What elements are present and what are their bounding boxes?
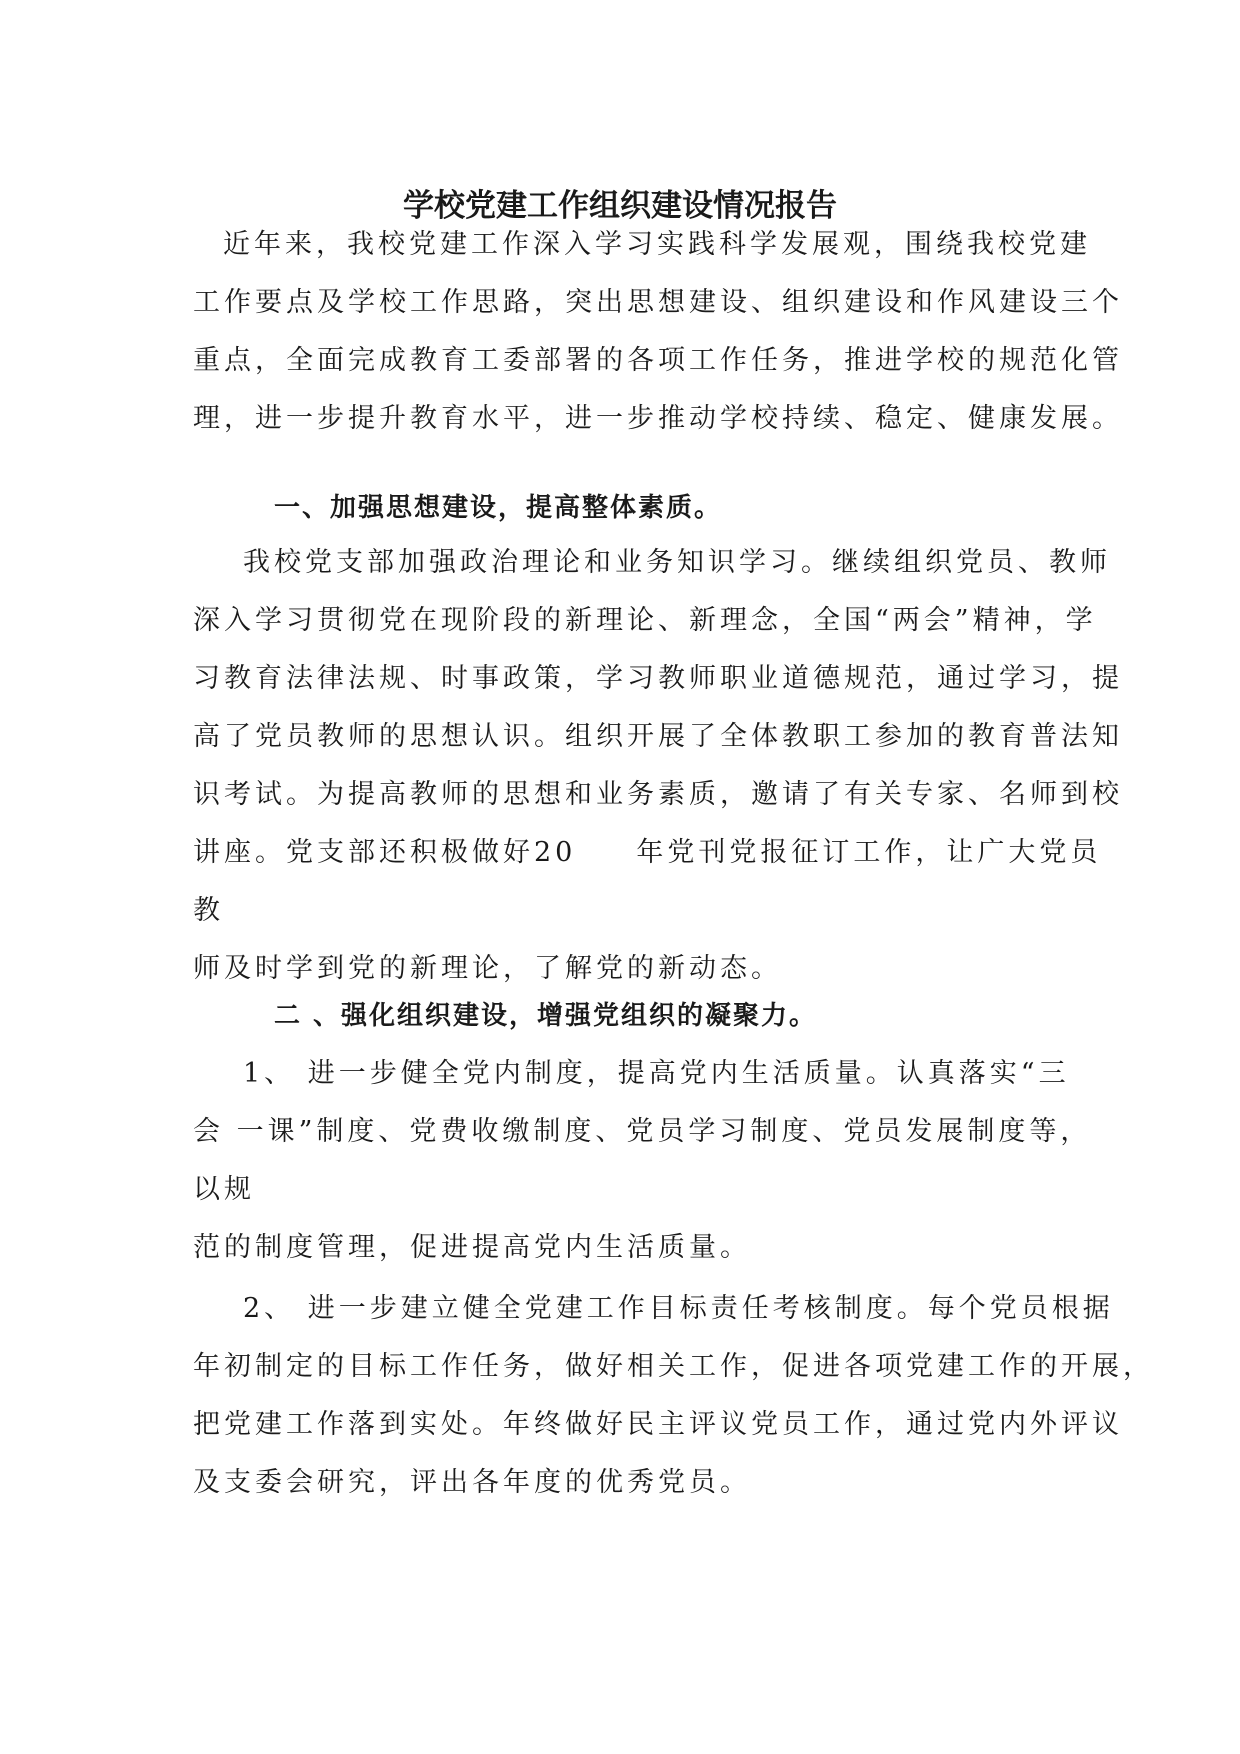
item1-line-1: 1、 进一步健全党内制度，提高党内生活质量。认真落实“三 — [243, 1058, 1070, 1089]
section1-paragraph — [193, 534, 1123, 998]
section1-line-8: 师及时学到党的新理论，了解党的新动态。 — [193, 953, 782, 984]
item2-line-2: 年初制定的目标工作任务，做好相关工作，促进各项党建工作的开展， — [193, 1351, 1154, 1382]
section1-line-6 — [193, 824, 1102, 882]
intro-paragraph — [193, 216, 1123, 448]
section1-line-7: 教 — [193, 895, 224, 926]
item1-paragraph — [193, 1045, 1092, 1277]
intro-line-1: 近年来，我校党建工作深入学习实践科学发展观，围绕我校党建 — [223, 229, 1091, 260]
section1-line-4: 高了党员教师的思想认识。组织开展了全体教职工参加的教育普法知 — [193, 721, 1123, 752]
intro-line-4: 理，进一步提升教育水平，进一步推动学校持续、稳定、健康发展。 — [193, 403, 1123, 434]
item1-line-4: 范的制度管理，促进提高党内生活质量。 — [193, 1232, 751, 1263]
section1-line-6-part-a: 讲座。党支部还积极做好20 — [193, 837, 577, 868]
document-title: 学校党建工作组织建设情况报告 — [403, 188, 837, 224]
item1-line-2: 会 一课”制度、党费收缴制度、党员学习制度、党员发展制度等， — [193, 1116, 1092, 1147]
intro-line-2: 工作要点及学校工作思路，突出思想建设、组织建设和作风建设三个 — [193, 287, 1123, 318]
section-heading-1: 一、加强思想建设，提高整体素质。 — [274, 493, 723, 523]
intro-line-3: 重点，全面完成教育工委部署的各项工作任务，推进学校的规范化管 — [193, 345, 1123, 376]
section-heading-2: 二 、强化组织建设，增强党组织的凝聚力。 — [274, 1001, 818, 1031]
item2-line-1: 2、 进一步建立健全党建工作目标责任考核制度。每个党员根据 — [243, 1293, 1114, 1324]
item2-paragraph — [193, 1280, 1154, 1512]
item2-line-4: 及支委会研究，评出各年度的优秀党员。 — [193, 1467, 751, 1498]
section1-line-1: 我校党支部加强政治理论和业务知识学习。继续组织党员、教师 — [243, 547, 1111, 578]
item2-line-3: 把党建工作落到实处。年终做好民主评议党员工作，通过党内外评议 — [193, 1409, 1123, 1440]
item1-line-3: 以规 — [193, 1174, 255, 1205]
section1-line-2: 深入学习贯彻党在现阶段的新理论、新理念，全国“两会”精神，学 — [193, 605, 1097, 636]
section1-line-3: 习教育法律法规、时事政策，学习教师职业道德规范，通过学习，提 — [193, 663, 1123, 694]
section1-line-6-part-b: 年党刊党报征订工作，让广大党员 — [636, 837, 1102, 868]
section1-line-5: 识考试。为提高教师的思想和业务素质，邀请了有关专家、名师到校 — [193, 779, 1123, 810]
